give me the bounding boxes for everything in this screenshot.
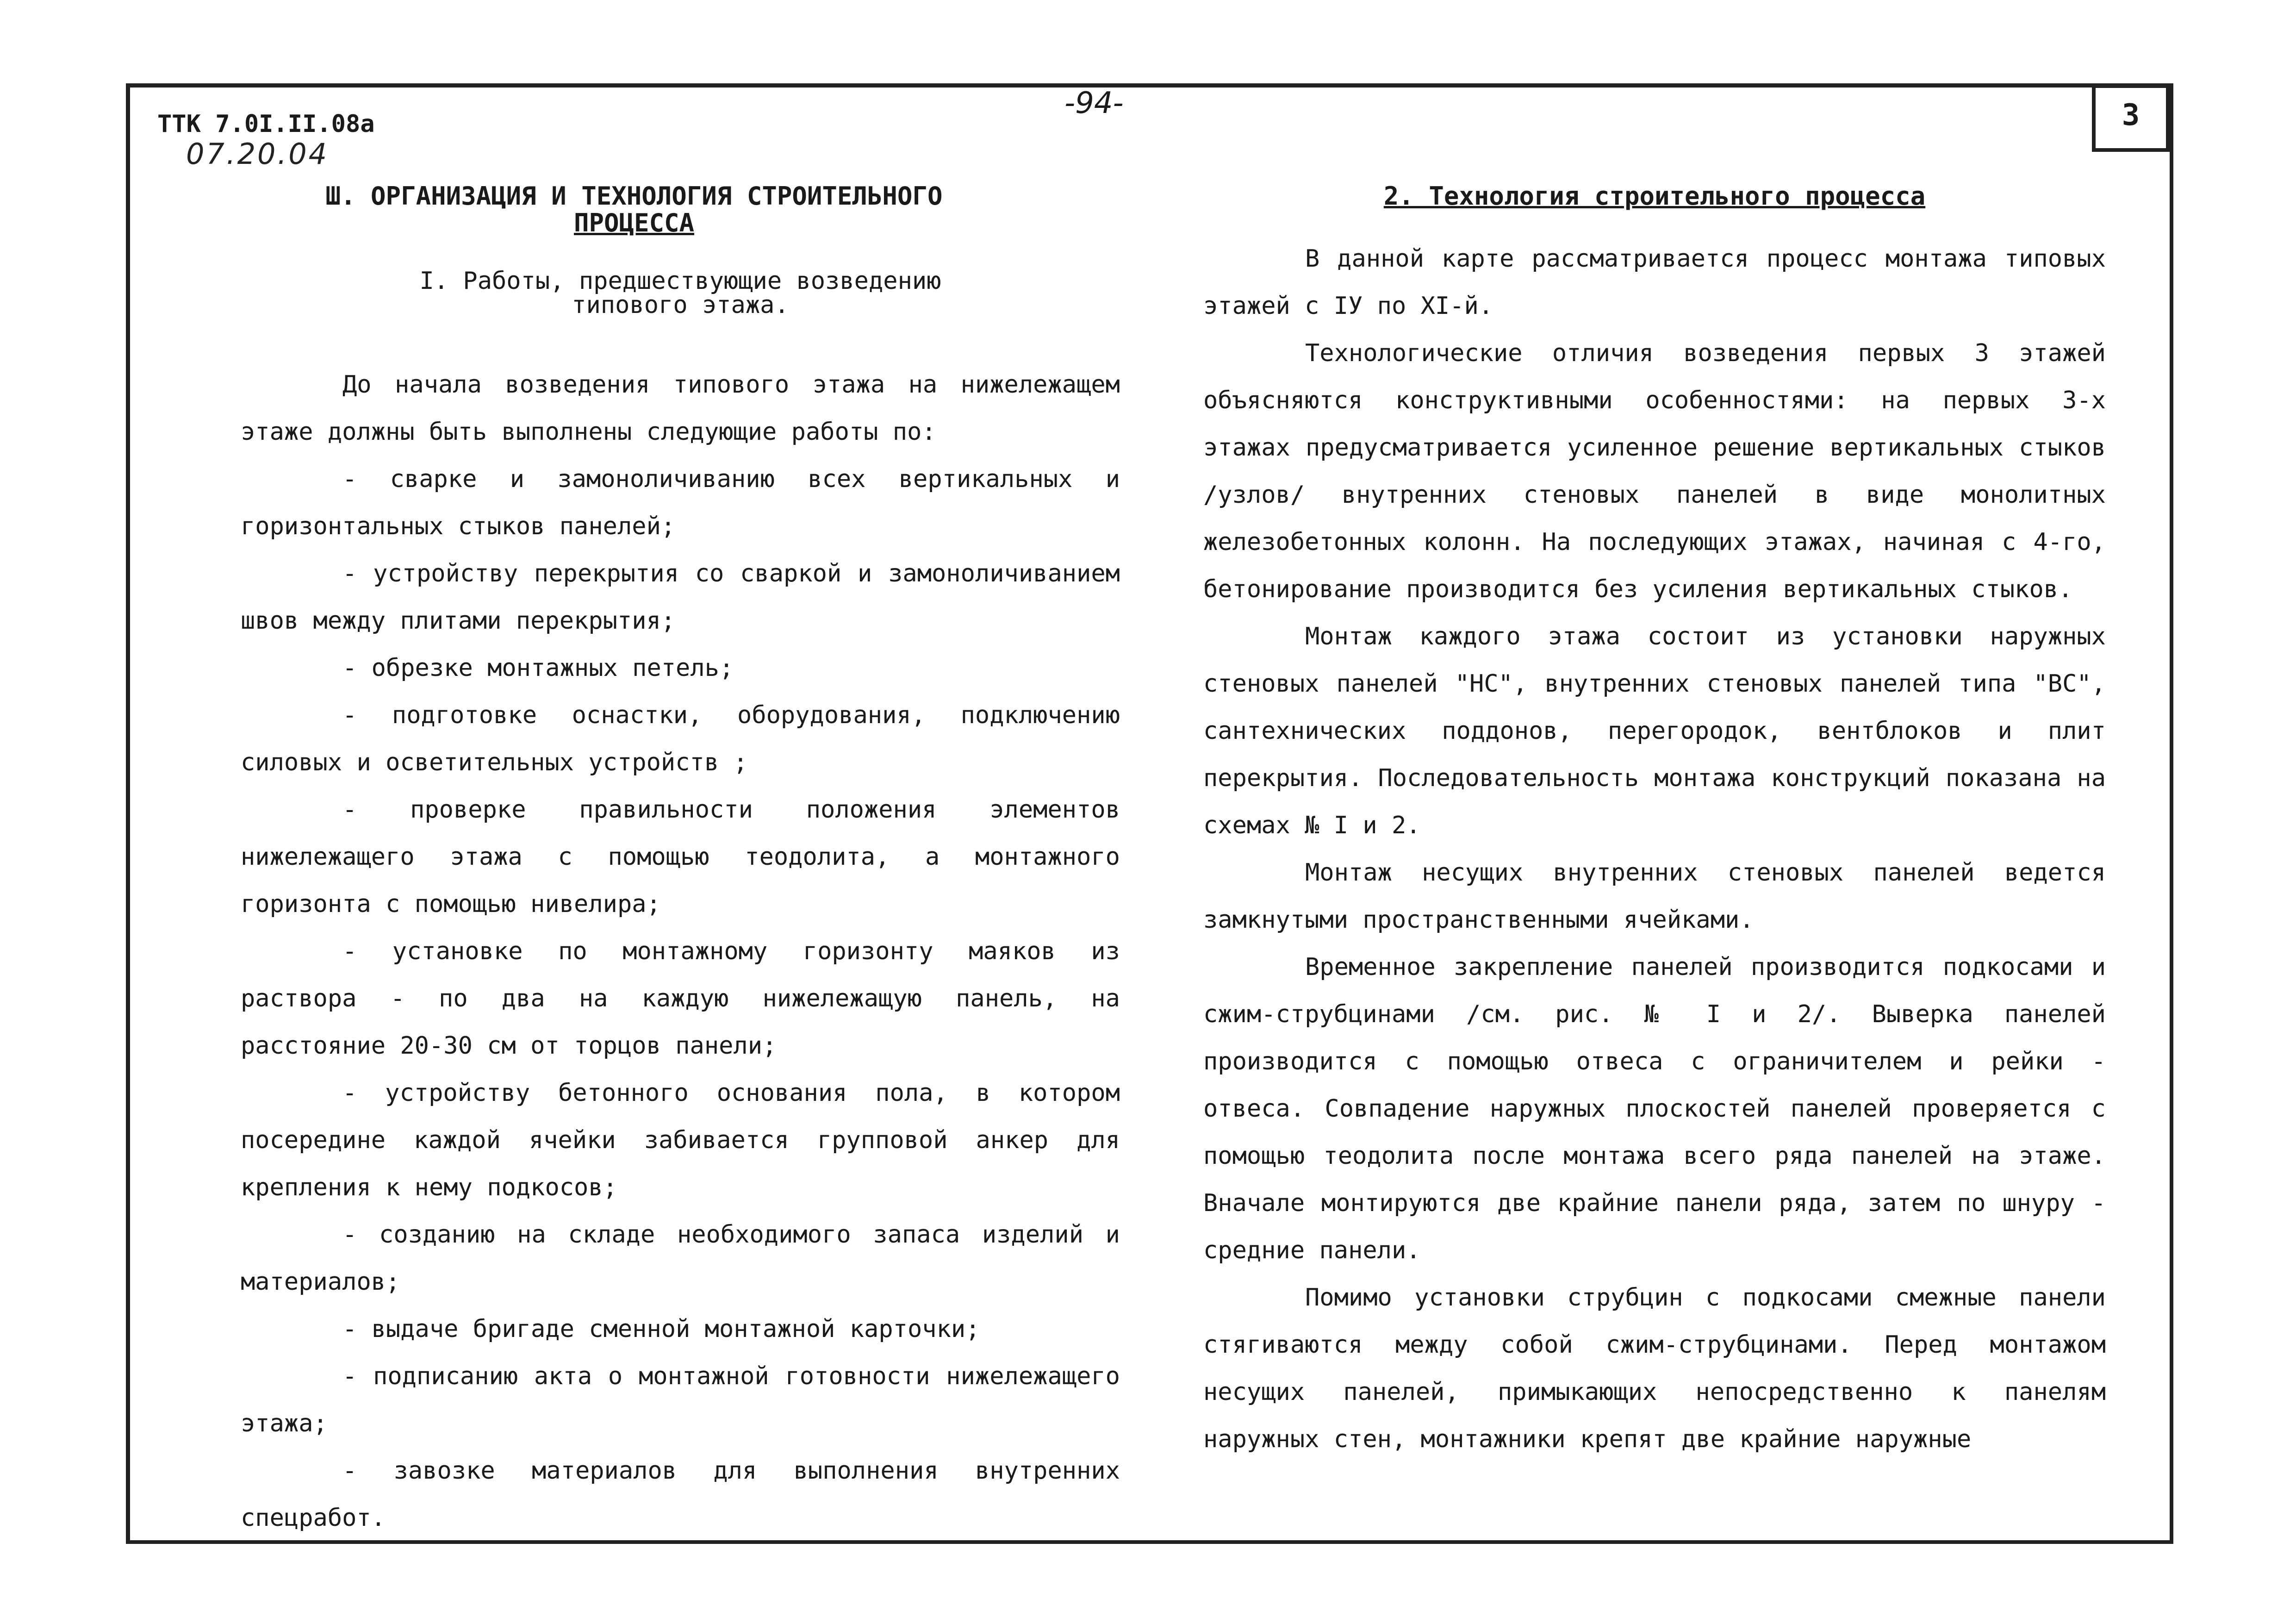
paragraph: Временное закрепление панелей производится подкосами и сжим-струбцинами /см. рис. № I и 2/. Выверка панелей производится с помощью отвеса с ограничителем и рейки - отвеса. Совпадение наружных плоскостей панелей проверяется с помощью теодолита после монтажа всего ряда панелей на этаже. Вначале монтируются две крайние панели ряда, затем по шнуру - средние панели. — [1203, 953, 2106, 1264]
list-item: - подготовке оснастки, оборудования, подключению силовых и осветительных устройств ; — [241, 701, 1120, 776]
paragraph: Монтаж каждого этажа состоит из установки наружных стеновых панелей "НС", внутренних стеновых панелей типа "ВС", сантехнических поддонов, перегородок, вентблоков и плит перекрытия. Последовательность монтажа конструкций показана на схемах № I и 2. — [1203, 623, 2106, 839]
document-date: 07.20.04 — [186, 137, 329, 171]
list-item: - установке по монтажному горизонту маяков из раствора - по два на каждую нижележащую панель, на расстояние 20-30 см от торцов панели; — [241, 937, 1120, 1060]
list-item: - проверке правильности положения элементов нижележащего этажа с помощью теодолита, а монтажного горизонта с помощью нивелира; — [241, 796, 1120, 918]
list-item: - устройству бетонного основания пола, в котором посередине каждой ячейки забивается групповой анкер для крепления к нему подкосов; — [241, 1079, 1120, 1201]
right-section-title-text: 2. Технология строительного процесса — [1383, 181, 1926, 211]
paragraph: До начала возведения типового этажа на нижележащем этаже должны быть выполнены следующие работы по: — [241, 371, 1120, 446]
section-title-line2: ПРОЦЕССА — [573, 208, 695, 237]
right-column — [1203, 183, 2106, 1463]
list-item: - завозке материалов для выполнения внутренних спецработ. — [241, 1457, 1120, 1532]
paragraph: Технологические отличия возведения первых 3 этажей объясняются конструктивными особенностями: на первых 3-х этажах предусматривается усиленное решение вертикальных стыков /узлов/ внутренних стеновых панелей в виде монолитных железобетонных колонн. На последующих этажах, начиная с 4-го, бетонирование производится без усиления вертикальных стыков. — [1203, 339, 2106, 603]
paragraph: Монтаж несущих внутренних стеновых панелей ведется замкнутыми пространственными ячейками. — [1203, 859, 2106, 934]
right-body — [1203, 235, 2106, 1463]
section-title-line1: Ш. ОРГАНИЗАЦИЯ И ТЕХНОЛОГИЯ СТРОИТЕЛЬНОГО — [325, 181, 943, 211]
left-column — [241, 183, 1120, 1542]
subsection-title-line1: I. Работы, предшествующие возведению — [419, 267, 941, 295]
left-body — [241, 361, 1120, 1542]
paragraph: В данной карте рассматривается процесс монтажа типовых этажей с IУ по XI-й. — [1203, 245, 2106, 320]
right-section-title — [1203, 183, 2106, 210]
list-item: - созданию на складе необходимого запаса изделий и материалов; — [241, 1221, 1120, 1296]
section-title — [171, 183, 1097, 237]
list-item: - выдаче бригаде сменной монтажной карточки; — [342, 1315, 980, 1343]
paragraph: Помимо установки струбцин с подкосами смежные панели стягиваются между собой сжим-струбцинами. Перед монтажом несущих панелей, примыкающих непосредственно к панелям наружных стен, монтажники крепят две крайние наружные — [1203, 1284, 2106, 1453]
page-number: -94- — [1064, 86, 1124, 120]
subsection-title-line2: типового этажа. — [572, 291, 789, 319]
document-code: ТТК 7.0I.II.08а — [157, 110, 375, 138]
sheet-number: 3 — [2122, 98, 2140, 132]
list-item: - подписанию акта о монтажной готовности нижележащего этажа; — [241, 1362, 1120, 1437]
sheet-number-box — [2092, 84, 2170, 152]
list-item: - обрезке монтажных петель; — [342, 654, 734, 682]
subsection-title — [241, 269, 1120, 317]
list-item: - устройству перекрытия со сваркой и замоноличиванием швов между плитами перекрытия; — [241, 560, 1120, 635]
list-item: - сварке и замоноличиванию всех вертикальных и горизонтальных стыков панелей; — [241, 465, 1120, 540]
